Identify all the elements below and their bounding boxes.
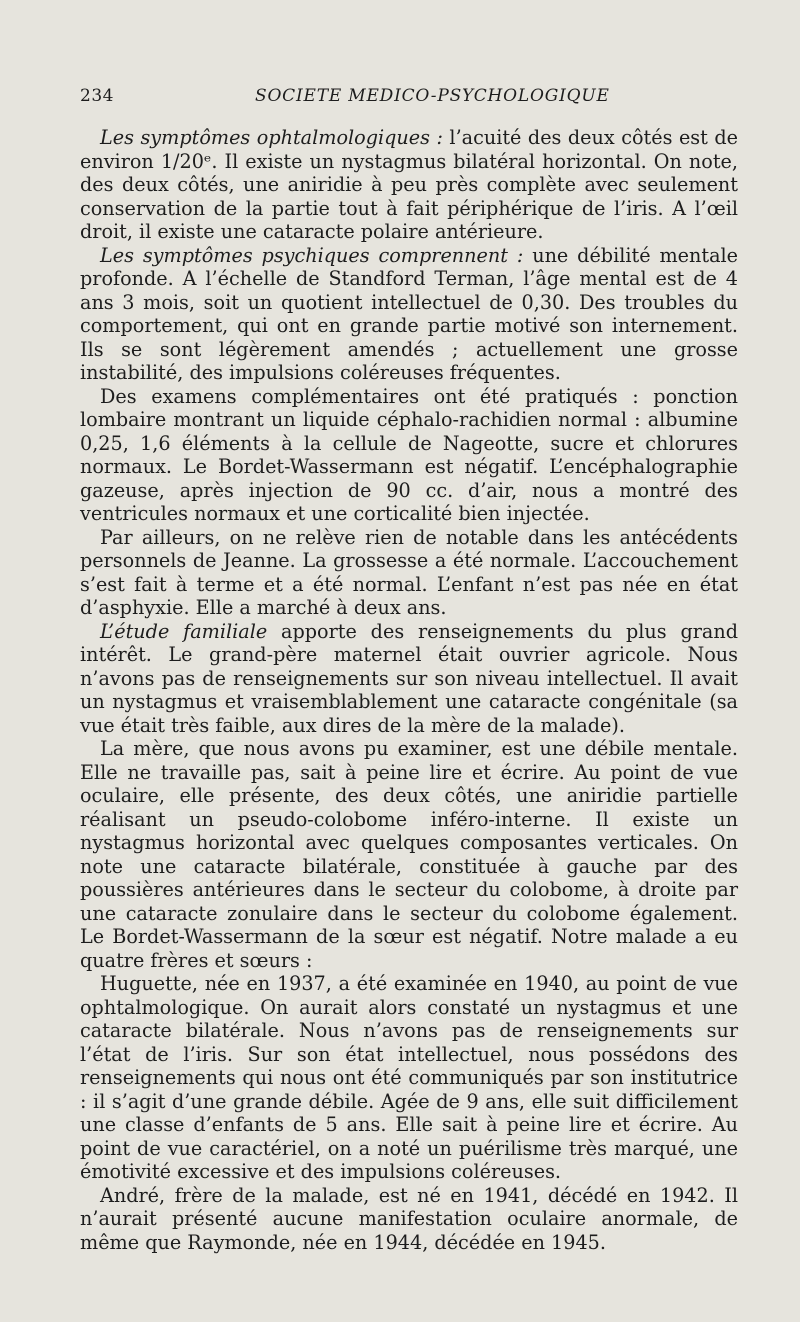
- running-title: SOCIETE MEDICO-PSYCHOLOGIQUE: [255, 86, 610, 106]
- paragraph-lead: Les symptômes psychiques comprennent :: [100, 243, 524, 267]
- paragraph-text: apporte des renseignements du plus grand intérêt. Le grand-père maternel était ouvrier agricole. Nous n’avons pas de renseignements sur son niveau intellectuel. Il avait un nystagmus et vraisemblablement une cataracte congénitale (sa vue était très faible, aux dires de la mère de la malade).: [80, 619, 738, 737]
- paragraph-text: l’acuité des deux côtés est de environ 1/20ᵉ. Il existe un nystagmus bilatéral horizontal. On note, des deux côtés, une aniridie à peu près complète avec seulement conservation de la partie tout à fait périphérique de l’iris. A l’œil droit, il existe une cataracte polaire antérieure.: [80, 126, 738, 243]
- paragraph-text: La mère, que nous avons pu examiner, est une débile mentale. Elle ne travaille pas, sait à peine lire et écrire. Au point de vue oculaire, elle présente, des deux côtés, une aniridie partielle réalisant un pseudo-colobome inféro-interne. Il existe un nystagmus horizontal avec quelques composantes verticales. On note une cataracte bilatérale, constituée à gauche par des poussières antérieures dans le secteur du colobome, à droite par une cataracte zonulaire dans le secteur du colobome également. Le Bordet-Wassermann de la sœur est négatif. Notre malade a eu quatre frères et sœurs :: [80, 737, 738, 972]
- paragraph-psychic: [80, 244, 738, 385]
- paragraph-text: Huguette, née en 1937, a été examinée en 1940, au point de vue ophtalmologique. On aurait alors constaté un nystagmus et une cataracte bilatérale. Nous n’avons pas de renseignements sur l’état de l’iris. Sur son état intellectuel, nous possédons des renseignements qui nous ont été communiqués par son institutrice : il s’agit d’une grande débile. Agée de 9 ans, elle suit difficilement une classe d’enfants de 5 ans. Elle sait à peine lire et écrire. Au point de vue caractériel, on a noté un puérilisme très marqué, une émotivité excessive et des impulsions coléreuses.: [80, 972, 738, 1183]
- paragraph-andre: [80, 1184, 738, 1255]
- paragraph-history: [80, 526, 738, 620]
- paragraph-text: Par ailleurs, on ne relève rien de notable dans les antécédents personnels de Jeanne. La grossesse a été normale. L’accouchement s’est fait à terme et a été normal. L’enfant n’est pas née en état d’asphyxie. Elle a marché à deux ans.: [80, 525, 738, 619]
- paragraph-lead: Les symptômes ophtalmologiques :: [100, 126, 443, 149]
- paragraph-ophthalmology: [80, 126, 738, 244]
- paragraph-text: une débilité mentale profonde. A l’échelle de Standford Terman, l’âge mental est de 4 ans 3 mois, soit un quotient intellectuel de 0,30. Des troubles du comportement, qui ont en grande partie motivé son internement. Ils se sont légèrement amendés ; actuellement une grosse instabilité, des impulsions coléreuses fréquentes.: [80, 243, 739, 384]
- paragraph-mother: [80, 737, 738, 972]
- body-text: [80, 126, 738, 1254]
- paragraph-lead: L’étude familiale: [100, 619, 268, 643]
- paragraph-text: André, frère de la malade, est né en 1941, décédé en 1942. Il n’aurait présenté aucune manifestation oculaire anormale, de même que Raymonde, née en 1944, décédée en 1945.: [80, 1183, 738, 1254]
- paragraph-text: Des examens complémentaires ont été pratiqués : ponction lombaire montrant un liquide céphalo-rachidien normal : albumine 0,25, 1,6 éléments à la cellule de Nageotte, sucre et chlorures normaux. Le Bordet-Wassermann est négatif. L’encéphalographie gazeuse, après injection de 90 cc. d’air, nous a montré des ventricules normaux et une corticalité bien injectée.: [80, 384, 738, 525]
- paragraph-family: [80, 620, 738, 738]
- page-header: [80, 86, 740, 116]
- paragraph-huguette: [80, 972, 738, 1184]
- page-number: 234: [80, 86, 114, 106]
- paragraph-exams: [80, 385, 738, 526]
